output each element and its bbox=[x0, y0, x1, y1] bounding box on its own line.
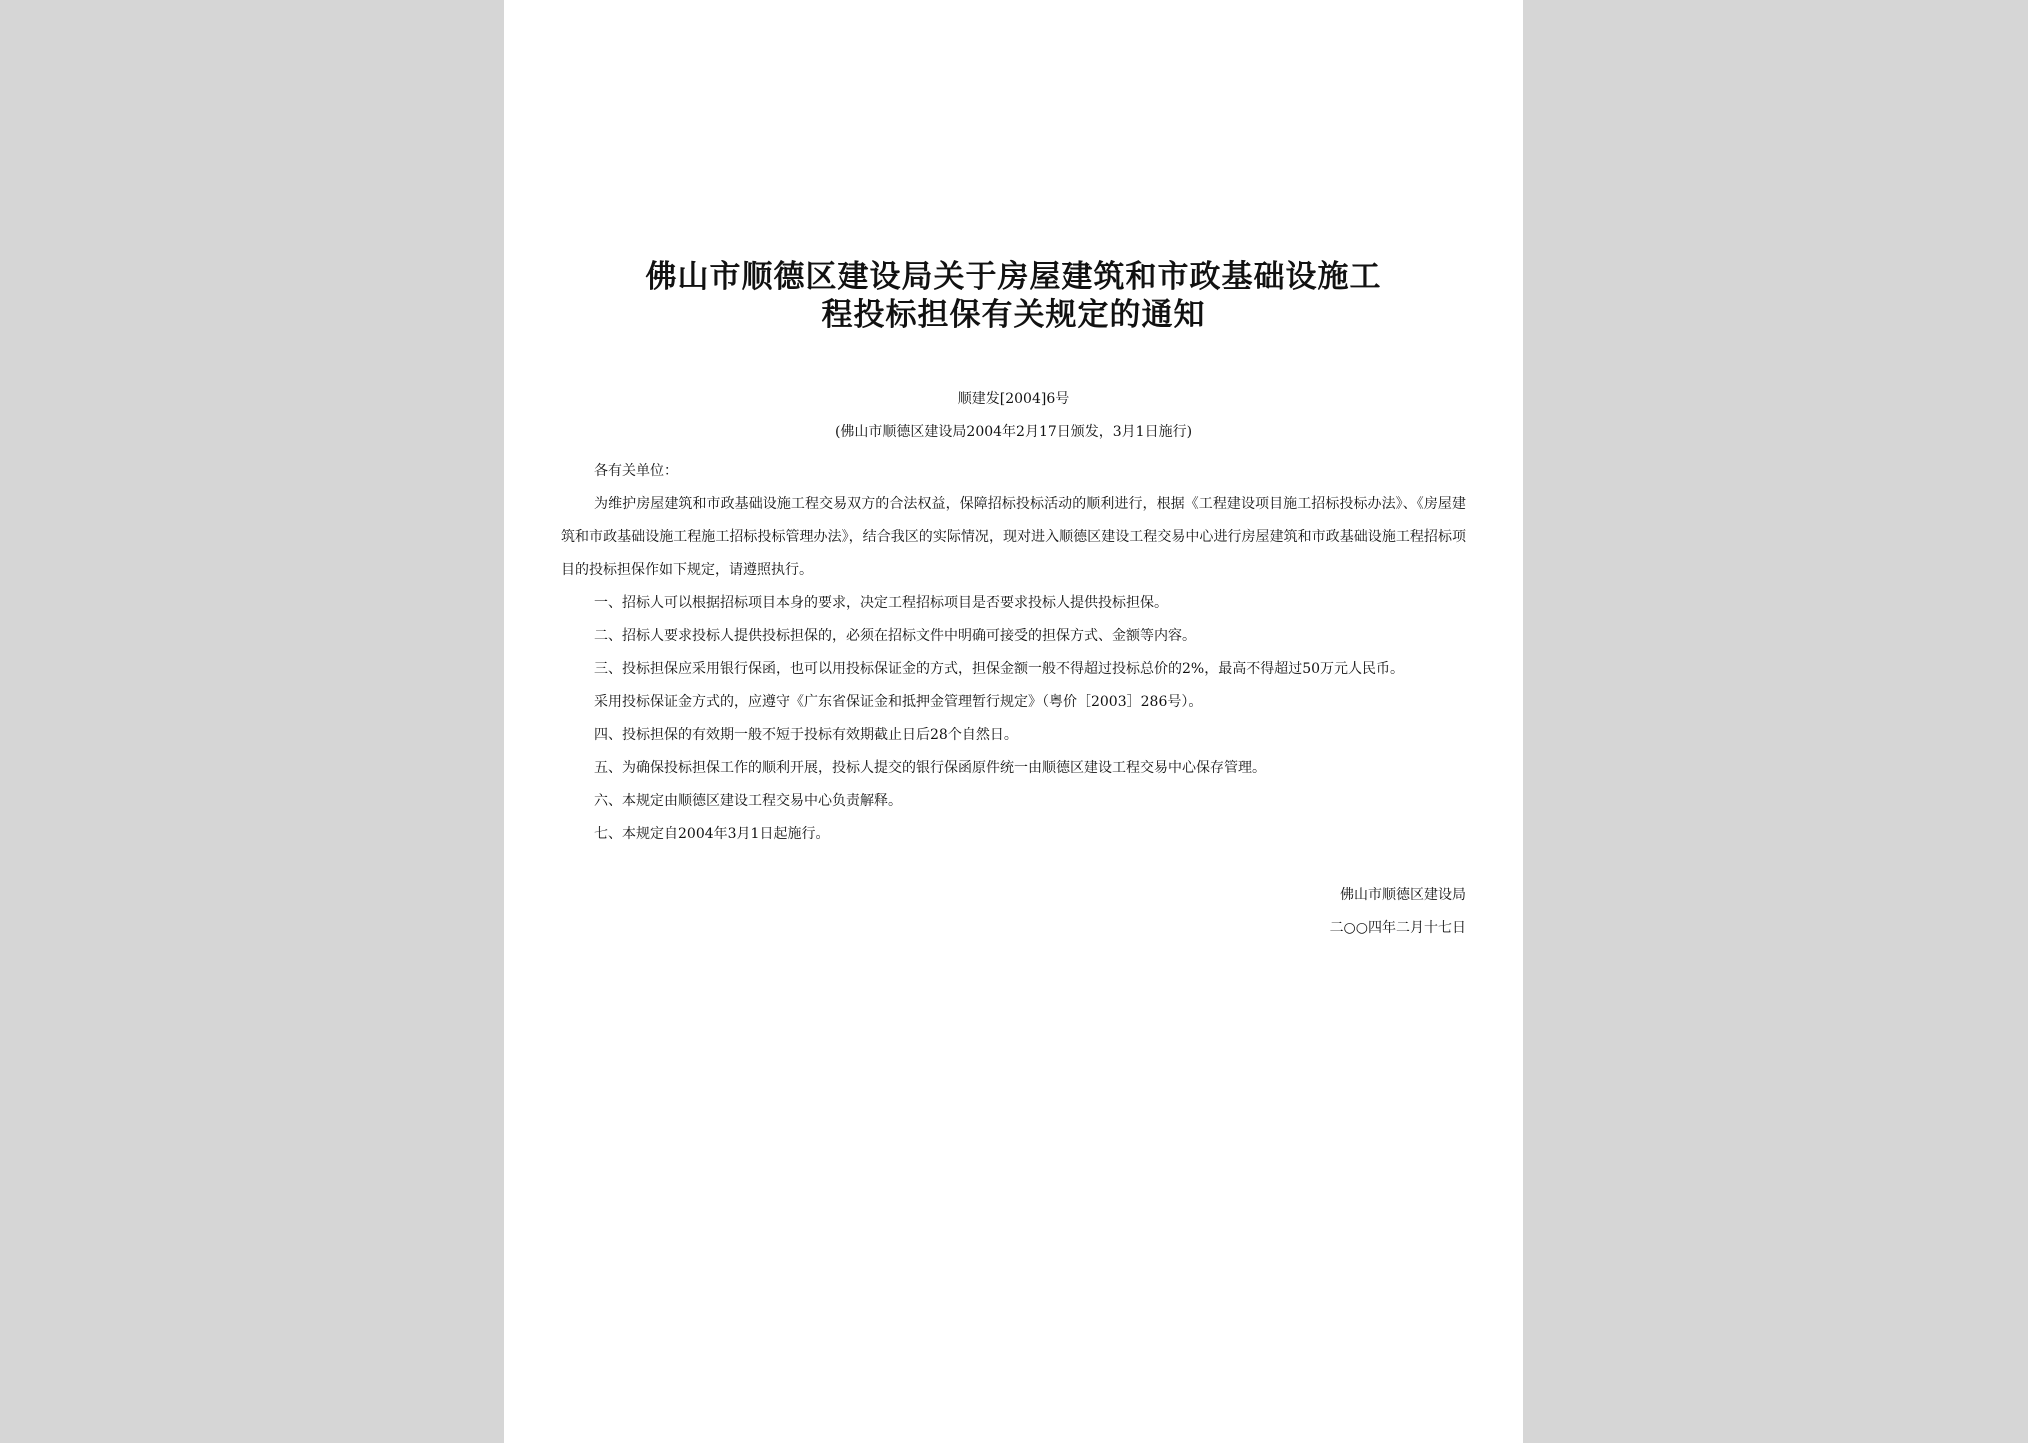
paragraph-item-7: 七、本规定自2004年3月1日起施行。 bbox=[594, 826, 830, 842]
signature-org: 佛山市顺德区建设局 bbox=[1340, 887, 1466, 903]
paragraph-item-3-note: 采用投标保证金方式的，应遵守《广东省保证金和抵押金管理暂行规定》（粤价［2003］286号）。 bbox=[594, 694, 1203, 710]
signature-date: 二○○四年二月十七日 bbox=[1329, 920, 1466, 936]
paragraph-intro: 为维护房屋建筑和市政基础设施工程交易双方的合法权益，保障招标投标活动的顺利进行，根据《工程建设项目施工招标投标办法》、《房屋建筑和市政基础设施工程施工招标投标管理办法》，结合我区的实际情况，现对进入顺德区建设工程交易中心进行房屋建筑和市政基础设施工程招标项目的投标担保作如下规定，请遵照执行。 bbox=[561, 496, 1466, 578]
signature-block bbox=[1330, 879, 1466, 945]
document-title bbox=[599, 258, 1428, 334]
title-line-2: 程投标担保有关规定的通知 bbox=[821, 297, 1206, 333]
paragraph-item-2: 二、招标人要求投标人提供投标担保的，必须在招标文件中明确可接受的担保方式、金额等内容。 bbox=[594, 628, 1196, 644]
paragraph-item-1: 一、招标人可以根据招标项目本身的要求，决定工程招标项目是否要求投标人提供投标担保。 bbox=[594, 595, 1168, 611]
paragraph-item-6: 六、本规定由顺德区建设工程交易中心负责解释。 bbox=[594, 793, 902, 809]
paragraph-item-4: 四、投标担保的有效期一般不短于投标有效期截止日后28个自然日。 bbox=[594, 727, 1018, 743]
document-number: 顺建发[2004]6号 bbox=[957, 391, 1070, 407]
document-body bbox=[561, 455, 1466, 851]
title-line-1: 佛山市顺德区建设局关于房屋建筑和市政基础设施工 bbox=[645, 259, 1382, 295]
document-page bbox=[504, 0, 1523, 1443]
paragraph-item-5: 五、为确保投标担保工作的顺利开展，投标人提交的银行保函原件统一由顺德区建设工程交易中心保存管理。 bbox=[594, 760, 1266, 776]
paragraph-item-3: 三、投标担保应采用银行保函，也可以用投标保证金的方式，担保金额一般不得超过投标总价的2%，最高不得超过50万元人民币。 bbox=[594, 661, 1405, 677]
issue-info: (佛山市顺德区建设局2004年2月17日颁发，3月1日施行) bbox=[834, 424, 1193, 440]
salutation: 各有关单位： bbox=[594, 463, 678, 479]
